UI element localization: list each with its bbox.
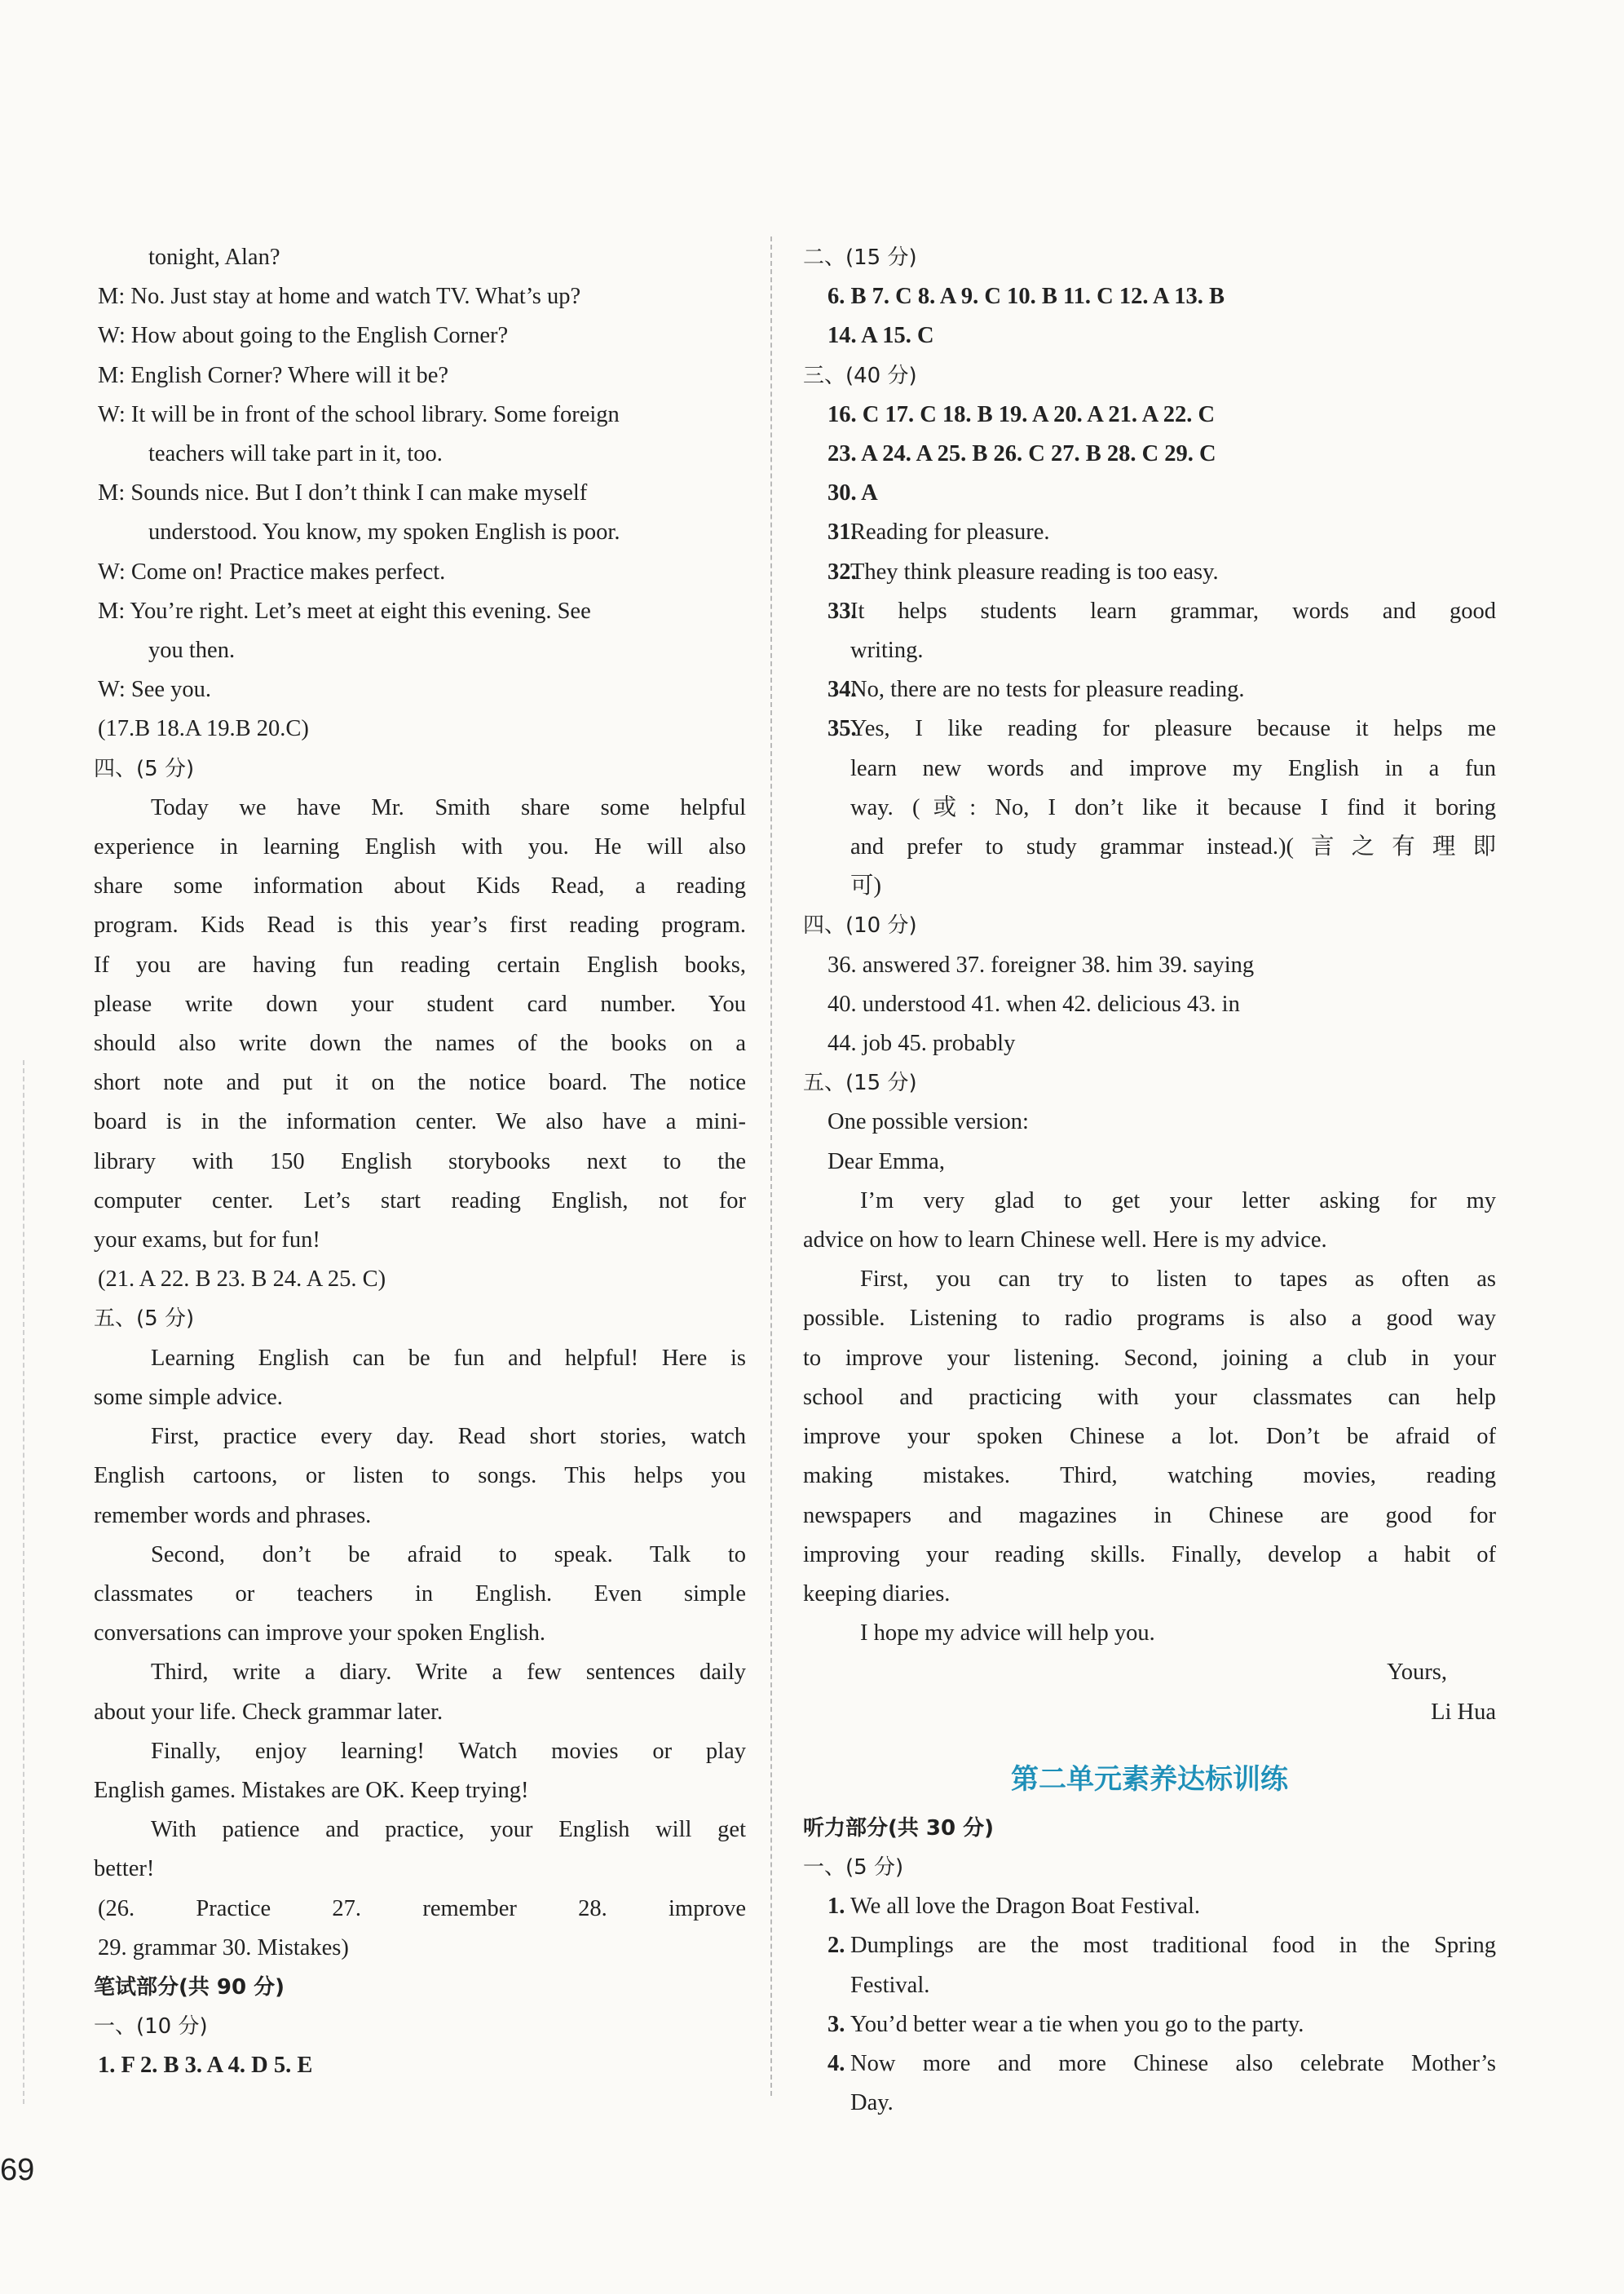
answer-text: writing. bbox=[850, 638, 924, 664]
listening-part-heading: 听力部分(共 30 分) bbox=[803, 1815, 995, 1841]
listening-item bbox=[803, 1926, 1496, 2004]
passage-line: should also write down the names of the books on a bbox=[94, 1031, 746, 1057]
answer-text: and prefer to study grammar instead.)(言之有理即 bbox=[850, 834, 1496, 860]
passage-line: program. Kids Read is this year’s first reading program. bbox=[94, 913, 746, 939]
section-4-heading: 四、(5 分) bbox=[94, 756, 195, 781]
dialogue-line: understood. You know, my spoken English is poor. bbox=[148, 519, 620, 546]
essay-intro: One possible version: bbox=[827, 1109, 1029, 1135]
question-number: 32. bbox=[827, 559, 857, 585]
answers-1-5: 1. F 2. B 3. A 4. D 5. E bbox=[98, 2053, 313, 2079]
item-text: Day. bbox=[850, 2090, 894, 2116]
answers-21-25: (21. A 22. B 23. B 24. A 25. C) bbox=[98, 1266, 386, 1293]
dialogue-line: W: How about going to the English Corner? bbox=[98, 323, 509, 349]
answers-40-43: 40. understood 41. when 42. delicious 43. in bbox=[827, 991, 1240, 1017]
passage-line: share some information about Kids Read, a reading bbox=[94, 873, 746, 899]
section-2-heading: 二、(15 分) bbox=[803, 245, 917, 270]
passage-line: Today we have Mr. Smith share some helpful bbox=[151, 794, 746, 820]
answers-23-29: 23. A 24. A 25. B 26. C 27. B 28. C 29. C bbox=[827, 441, 1216, 467]
passage-line: Third, write a diary. Write a few sentences daily bbox=[151, 1660, 746, 1686]
column-divider bbox=[770, 236, 772, 2096]
right-column bbox=[803, 238, 1496, 2123]
dialogue-line: M: You’re right. Let’s meet at eight this evening. See bbox=[98, 598, 591, 624]
dialogue-line: M: No. Just stay at home and watch TV. What’s up? bbox=[98, 284, 581, 310]
reading-answers bbox=[803, 513, 1496, 906]
answers-6-13: 6. B 7. C 8. A 9. C 10. B 11. C 12. A 13. B bbox=[827, 284, 1225, 310]
answers-14-15: 14. A 15. C bbox=[827, 323, 934, 349]
essay-greeting: Dear Emma, bbox=[827, 1148, 946, 1174]
essay-line: to improve your listening. Second, joining a club in your bbox=[803, 1345, 1496, 1371]
item-number: 4. bbox=[827, 2050, 845, 2076]
section-5-heading: 五、(5 分) bbox=[94, 1306, 195, 1332]
dialogue-line: you then. bbox=[148, 638, 236, 664]
essay-closing: Yours, bbox=[1387, 1660, 1447, 1686]
answers-17-20: (17.B 18.A 19.B 20.C) bbox=[98, 716, 309, 742]
question-number: 33. bbox=[827, 598, 857, 624]
item-text: Now more and more Chinese also celebrate Mother’s bbox=[850, 2050, 1496, 2076]
listening-dialogue bbox=[94, 238, 746, 709]
essay-signature: Li Hua bbox=[1431, 1699, 1496, 1725]
passage-line: With patience and practice, your English will get bbox=[151, 1817, 746, 1843]
answer-text: They think pleasure reading is too easy. bbox=[850, 559, 1219, 585]
passage-line: library with 150 English storybooks next to the bbox=[94, 1148, 746, 1174]
answer-text: learn new words and improve my English in a fun bbox=[850, 755, 1496, 781]
listening-item bbox=[803, 1887, 1496, 1926]
section-4-heading-right: 四、(10 分) bbox=[803, 913, 917, 939]
dialogue-line: W: It will be in front of the school library. Some foreign bbox=[98, 401, 620, 427]
answer-text: 可) bbox=[850, 873, 881, 899]
passage-line: remember words and phrases. bbox=[94, 1502, 372, 1528]
answer-q32 bbox=[803, 553, 1496, 592]
item-number: 1. bbox=[827, 1894, 845, 1920]
section-1-heading: 一、(10 分) bbox=[94, 2014, 208, 2040]
item-text: Festival. bbox=[850, 1972, 930, 1998]
passage-line: If you are having fun reading certain English books, bbox=[94, 952, 746, 978]
essay-line: I’m very glad to get your letter asking for my bbox=[860, 1187, 1496, 1213]
section-5-passage bbox=[94, 1339, 746, 1890]
listening-item bbox=[803, 2044, 1496, 2123]
unit-title: 第二单元素养达标训练 bbox=[1011, 1762, 1288, 1796]
dialogue-line: teachers will take part in it, too. bbox=[148, 441, 443, 467]
dialogue-line: M: Sounds nice. But I don’t think I can make myself bbox=[98, 480, 588, 506]
listening-item bbox=[803, 2005, 1496, 2044]
passage-line: English cartoons, or listen to songs. This helps you bbox=[94, 1463, 746, 1489]
question-number: 35. bbox=[827, 716, 857, 742]
item-text: We all love the Dragon Boat Festival. bbox=[850, 1894, 1201, 1920]
essay-line: newspapers and magazines in Chinese are good for bbox=[803, 1502, 1496, 1528]
passage-line: Finally, enjoy learning! Watch movies or play bbox=[151, 1738, 746, 1764]
passage-line: Learning English can be fun and helpful! Here is bbox=[151, 1345, 746, 1371]
passage-line: your exams, but for fun! bbox=[94, 1227, 320, 1253]
answer-q34 bbox=[803, 670, 1496, 709]
answer-text: Reading for pleasure. bbox=[850, 519, 1050, 546]
passage-line: First, practice every day. Read short stories, watch bbox=[151, 1424, 746, 1450]
dialogue-line: M: English Corner? Where will it be? bbox=[98, 362, 449, 388]
left-column bbox=[94, 238, 746, 2086]
essay-line: improve your spoken Chinese a lot. Don’t be afraid of bbox=[803, 1424, 1496, 1450]
section-5-heading-right: 五、(15 分) bbox=[803, 1071, 917, 1096]
passage-line: English games. Mistakes are OK. Keep trying! bbox=[94, 1777, 529, 1803]
answer-text: It helps students learn grammar, words and good bbox=[850, 598, 1496, 624]
passage-line: Second, don’t be afraid to speak. Talk to bbox=[151, 1541, 746, 1567]
answers-36-39: 36. answered 37. foreigner 38. him 39. saying bbox=[827, 952, 1255, 978]
written-part-heading: 笔试部分(共 90 分) bbox=[94, 1974, 285, 2000]
passage-line: computer center. Let’s start reading English, not for bbox=[94, 1187, 746, 1213]
answers-26-28: (26. Practice 27. remember 28. improve bbox=[98, 1895, 746, 1921]
question-number: 34. bbox=[827, 677, 857, 703]
item-number: 3. bbox=[827, 2011, 845, 2037]
answer-q33 bbox=[803, 592, 1496, 670]
passage-line: about your life. Check grammar later. bbox=[94, 1699, 444, 1725]
margin-fold-line bbox=[23, 1060, 24, 2104]
listening-items bbox=[803, 1887, 1496, 2123]
page-number: 69 bbox=[0, 2153, 35, 2187]
essay-line: I hope my advice will help you. bbox=[860, 1620, 1155, 1646]
answer-text: No, there are no tests for pleasure reading. bbox=[850, 677, 1245, 703]
passage-line: some simple advice. bbox=[94, 1384, 283, 1410]
answer-text: Yes, I like reading for pleasure because it helps me bbox=[850, 716, 1496, 742]
passage-line: short note and put it on the notice board. The notice bbox=[94, 1070, 746, 1096]
answers-30: 30. A bbox=[827, 480, 878, 506]
essay-line: making mistakes. Third, watching movies, reading bbox=[803, 1463, 1496, 1489]
dialogue-line: W: Come on! Practice makes perfect. bbox=[98, 559, 446, 585]
item-number: 2. bbox=[827, 1933, 845, 1959]
passage-line: better! bbox=[94, 1856, 155, 1882]
listening-section-1-heading: 一、(5 分) bbox=[803, 1854, 904, 1880]
answer-text: way. (或: No, I don’t like it because I find it boring bbox=[850, 794, 1496, 820]
answers-44-45: 44. job 45. probably bbox=[827, 1031, 1016, 1057]
answer-q31 bbox=[803, 513, 1496, 552]
answer-q35 bbox=[803, 709, 1496, 906]
passage-line: board is in the information center. We also have a mini- bbox=[94, 1109, 746, 1135]
item-text: Dumplings are the most traditional food in the Spring bbox=[850, 1933, 1496, 1959]
essay-line: keeping diaries. bbox=[803, 1580, 951, 1607]
question-number: 31. bbox=[827, 519, 857, 546]
essay-line: possible. Listening to radio programs is also a good way bbox=[803, 1306, 1496, 1332]
section-4-passage bbox=[94, 789, 746, 1260]
passage-line: conversations can improve your spoken English. bbox=[94, 1620, 546, 1646]
essay-line: school and practicing with your classmates can help bbox=[803, 1384, 1496, 1410]
essay-line: advice on how to learn Chinese well. Here is my advice. bbox=[803, 1227, 1327, 1253]
essay-line: improving your reading skills. Finally, develop a habit of bbox=[803, 1541, 1496, 1567]
passage-line: experience in learning English with you. He will also bbox=[94, 834, 746, 860]
essay-line: First, you can try to listen to tapes as often as bbox=[860, 1266, 1496, 1293]
answers-29-30: 29. grammar 30. Mistakes) bbox=[98, 1934, 349, 1960]
answers-16-22: 16. C 17. C 18. B 19. A 20. A 21. A 22. C bbox=[827, 401, 1216, 427]
dialogue-line: tonight, Alan? bbox=[148, 245, 280, 270]
passage-line: please write down your student card number. You bbox=[94, 991, 746, 1017]
dialogue-line: W: See you. bbox=[98, 677, 212, 703]
section-3-heading: 三、(40 分) bbox=[803, 363, 917, 388]
essay-body bbox=[803, 1182, 1496, 1653]
passage-line: classmates or teachers in English. Even simple bbox=[94, 1580, 746, 1607]
item-text: You’d better wear a tie when you go to the party. bbox=[850, 2011, 1304, 2037]
